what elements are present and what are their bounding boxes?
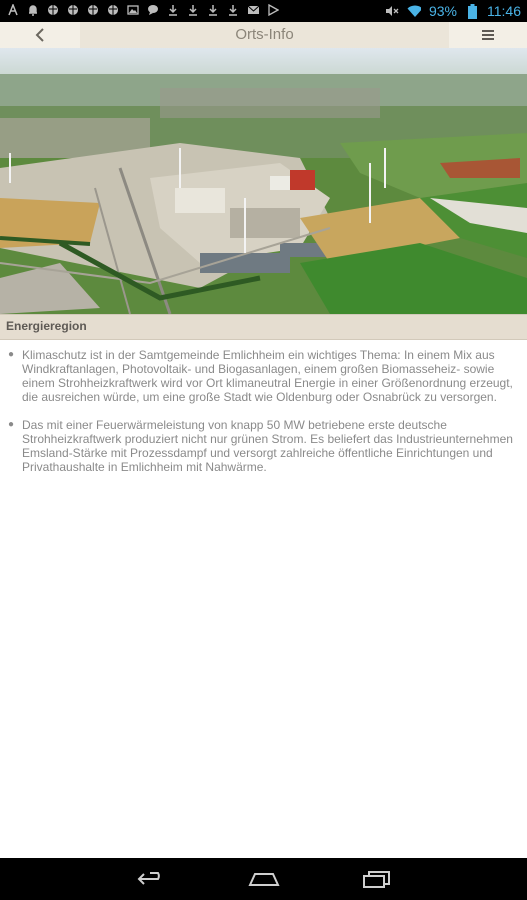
aerial-photo (0, 48, 527, 314)
notification-icons (6, 3, 280, 17)
download-icon (226, 3, 240, 17)
list-item (8, 348, 516, 404)
paragraph-text: Klimaschutz ist in der Samtgemeinde Emlichheim ein wichtiges Thema: In einem Mix aus Windkraftanlagen, Photovoltaik- und Biogasanlagen, einem großen Biomasseheiz- sowie einem Strohheizkraftwerk wird vor Ort klimaneutral Energie in einer Größenordnung erzeugt, die ausreichen würde, um eine große Stadt wie Oldenburg oder Osnabrück zu versorgen. (22, 348, 513, 404)
hamburger-menu-icon (481, 29, 495, 41)
globe-icon (86, 3, 100, 17)
battery-icon (465, 4, 479, 18)
chat-icon (146, 3, 160, 17)
home-button[interactable] (246, 868, 282, 890)
system-status (385, 2, 521, 20)
back-nav-button[interactable] (134, 868, 170, 890)
bell-icon (26, 3, 40, 17)
battery-percent: 93% (428, 3, 457, 19)
download-icon (186, 3, 200, 17)
globe-icon (46, 3, 60, 17)
globe-icon (106, 3, 120, 17)
status-bar (0, 0, 527, 22)
globe-icon (66, 3, 80, 17)
clock: 11:46 (487, 3, 521, 19)
font-icon (6, 3, 20, 17)
content-list (8, 348, 516, 488)
recent-apps-icon (361, 870, 393, 888)
menu-button[interactable] (449, 22, 527, 48)
back-button[interactable] (0, 22, 80, 48)
section-title: Energieregion (6, 319, 87, 333)
image-icon (126, 3, 140, 17)
list-item (8, 418, 516, 474)
home-icon (247, 871, 281, 887)
navigation-bar (0, 858, 527, 900)
bullet-icon: ● (8, 419, 15, 430)
download-icon (206, 3, 220, 17)
play-store-icon (266, 3, 280, 17)
paragraph-text: Das mit einer Feuerwärmeleistung von knapp 50 MW betriebene erste deutsche Strohheizkraftwerk produziert nicht nur grünen Strom. Es beliefert das Industrieunternehmen Emsland-Stärke mit Prozessdampf und versorgt zahlreiche öffentliche Einrichtungen und Privathaushalte in Emlichheim mit Nahwärme. (22, 418, 513, 474)
mail-icon (246, 3, 260, 17)
bullet-icon: ● (8, 349, 15, 360)
section-header (0, 314, 527, 340)
download-icon (166, 3, 180, 17)
app-bar (0, 22, 527, 48)
back-arrow-icon (136, 870, 168, 888)
mute-icon (385, 4, 399, 18)
recent-apps-button[interactable] (359, 868, 395, 890)
chevron-left-icon (34, 28, 46, 42)
page-title: Orts-Info (235, 26, 294, 43)
wifi-icon (407, 4, 421, 18)
